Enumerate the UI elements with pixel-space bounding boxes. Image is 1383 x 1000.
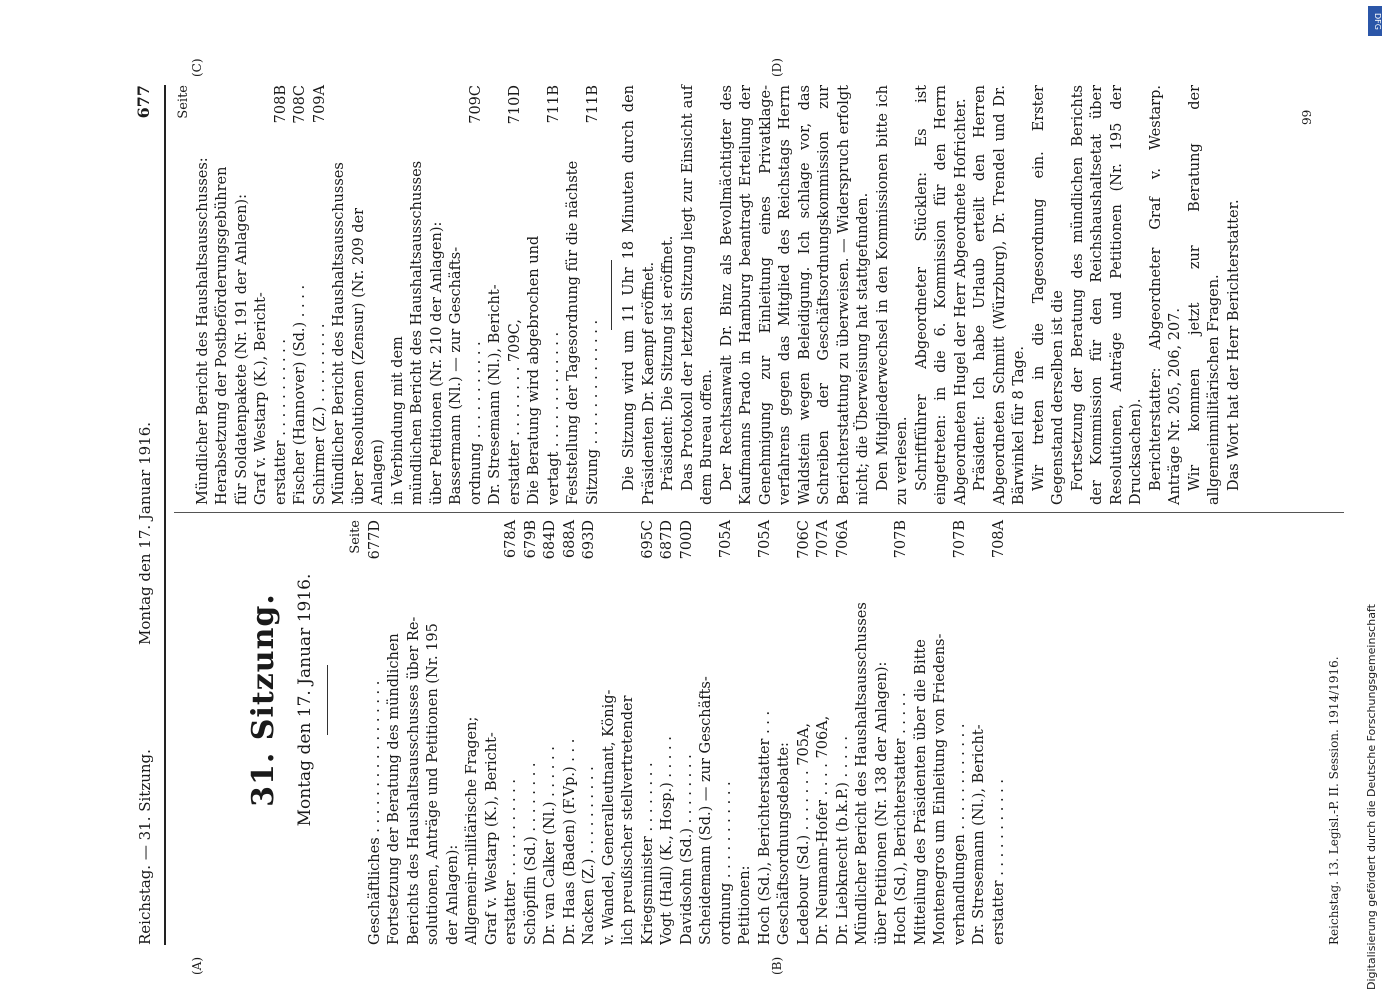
toc-entry-text: Hoch (Sd.), Berichterstatter . . . . . (893, 692, 909, 945)
toc-line (502, 520, 522, 945)
toc-entry-text: mündlichen Bericht des Haushaltsausschusses (409, 160, 425, 505)
toc-line (213, 85, 233, 505)
toc-line (486, 85, 506, 505)
toc-line (525, 85, 545, 505)
toc-line (990, 520, 1010, 945)
session-title: 31. Sitzung. (246, 593, 281, 807)
body-paragraph: Berichterstatter: Abgeordneter Graf v. Westarp. Anträge Nr. 205, 206, 207. (1147, 85, 1183, 505)
toc-entry-text: Hoch (Sd.), Berichterstatter . . . (756, 710, 773, 945)
toc-page-ref (736, 520, 756, 526)
toc-page-ref (853, 520, 873, 526)
toc-page-ref (444, 520, 464, 526)
header-rule (164, 85, 166, 945)
toc-line (447, 85, 467, 505)
toc-entry-text: Mitteilung des Präsidenten über die Bitte (912, 639, 929, 945)
archive-stamp: 99 (1300, 109, 1314, 125)
toc-entry-text: Dr. Stresemann (Nl.), Bericht- (487, 284, 503, 505)
toc-page-ref (330, 85, 350, 91)
toc-line (350, 85, 370, 505)
toc-entry-text: Die Beratung wird abgebrochen und (526, 235, 542, 505)
toc-entry-text: solutionen, Anträge und Petitionen (Nr. 195 (425, 623, 441, 945)
toc-line (311, 85, 331, 505)
dfg-logo: DFG (1368, 6, 1382, 36)
toc-page-ref: 706C (795, 520, 812, 559)
toc-line (541, 520, 561, 945)
toc-page-ref (873, 520, 893, 526)
toc-page-ref (970, 520, 990, 526)
body-paragraph: Fortsetzung der Beratung des mündlichen Berichts der Kommission für den Reichshaushaltsetat über Resolutionen, Anträge und Petitionen (Nr. 195 der Drucksachen). (1069, 85, 1144, 505)
toc-entry-text: erstatter . . . . . . . . 709C, (506, 319, 523, 505)
toc-page-ref (428, 85, 448, 91)
toc-page-ref: 695C (639, 520, 656, 559)
toc-entry-text: Vogt (Hall) (K., Hosp.) . . . . . (659, 736, 675, 945)
toc-page-ref (369, 85, 389, 91)
toc-line (619, 520, 639, 945)
toc-entry-text: Dr. Haas (Baden) (F.Vp.) . . . (561, 738, 578, 945)
toc-page-ref: 707B (951, 520, 968, 559)
page-number: 677 (134, 85, 153, 119)
toc-line (545, 85, 565, 505)
toc-entry-text: ordnung . . . . . . . . . . . (467, 341, 484, 505)
toc-line (931, 520, 951, 945)
toc-line (389, 85, 409, 505)
body-paragraph: Schriftführer Abgeordneter Stücklen: Es ist eingetreten: in die 6. Kommission für den Herrn Abgeordneten Hugel der Herr Abgeordnete Hofrichter. (913, 85, 969, 505)
toc-page-ref: 705A (717, 520, 734, 559)
toc-entry-text: Dr. Liebknecht (b.k.P.) . . . . . (834, 735, 851, 945)
body-paragraph: Das Protokoll der letzten Sitzung liegt zur Einsicht auf dem Bureau offen. (679, 85, 715, 505)
toc-entry-text: Mündlicher Bericht des Haushaltsausschusses (331, 162, 347, 505)
toc-line (272, 85, 292, 505)
body-paragraph: Das Wort hat der Herr Berichterstatter. (1225, 199, 1242, 491)
session-body-text (620, 85, 1244, 505)
right-column (174, 85, 1344, 505)
toc-entry-text: Sitzung . . . . . . . . . . . . . . (584, 319, 601, 505)
toc-line (951, 520, 971, 945)
toc-page-ref (697, 520, 717, 526)
toc-entry-text: in Verbindung mit dem (389, 336, 406, 505)
toc-page-ref: 679B (522, 520, 539, 559)
rotated-document-page (130, 58, 1350, 975)
toc-line (369, 85, 389, 505)
toc-line (428, 85, 448, 505)
toc-entry-text: Fortsetzung der Beratung des mündlichen (386, 633, 402, 945)
toc-page-ref: 700D (678, 520, 695, 560)
toc-line (444, 520, 464, 945)
toc-page-ref: 709C (467, 85, 484, 124)
toc-page-ref: 708B (272, 85, 289, 124)
toc-entry-text: Allgemein-militärische Fragen; (464, 716, 480, 945)
toc-page-ref: 707B (893, 520, 909, 559)
toc-line (580, 520, 600, 945)
toc-page-ref (233, 85, 253, 91)
seite-label-right: Seite (176, 85, 191, 119)
toc-line (639, 520, 659, 945)
toc-page-ref: 677D (366, 520, 383, 560)
toc-line (795, 520, 815, 945)
toc-line (424, 520, 444, 945)
toc-entry-text: Ledebour (Sd.) . . . . . . . 705A, (795, 723, 812, 945)
toc-page-ref (931, 520, 951, 526)
toc-line (584, 85, 604, 505)
toc-line (564, 85, 584, 505)
toc-page-ref: 709A (311, 85, 328, 124)
table-of-contents-left (366, 520, 1010, 945)
toc-line (463, 520, 483, 945)
toc-line (853, 520, 873, 945)
toc-line (912, 520, 932, 945)
toc-entry-text: erstatter . . . . . . . . . . . (272, 339, 289, 505)
margin-marker-c: (C) (190, 58, 204, 77)
toc-entry-text: Berichts des Haushaltsausschusses über Re- (405, 616, 422, 945)
section-rule (611, 260, 612, 330)
body-paragraph: Die Sitzung wird um 11 Uhr 18 Minuten durch den Präsidenten Dr. Kaempf eröffnet. (621, 85, 657, 505)
toc-page-ref (483, 520, 503, 526)
toc-line (756, 520, 776, 945)
toc-entry-text: Geschäftliches . . . . . . . . . . . . . . . . . (366, 680, 383, 945)
toc-entry-text: vertagt . . . . . . . . . . . . . (545, 331, 562, 505)
toc-line (467, 85, 487, 505)
toc-entry-text: Geschäftsordnungsdebatte: (776, 742, 792, 945)
toc-line (194, 85, 214, 505)
toc-page-ref: 688A (561, 520, 578, 559)
toc-entry-text: Dr. Stresemann (Nl.), Bericht- (971, 724, 987, 945)
toc-page-ref (525, 85, 545, 91)
toc-page-ref: 705A (756, 520, 773, 559)
body-paragraph: Der Rechtsanwalt Dr. Binz als Bevollmächtigter des Kaufmanns Prado in Hamburg beantragt Erteilung der Genehmigung zur Einleitung eines Privatklage-verfahrens gegen das Mitglied des Reichstags Herrn Waldstein wegen Beleidigung. Ich schlage vor, das Schreiben der Geschäftsordnungskommission zur Berichterstattung zu überweisen. — Widerspruch erfolgt nicht; die Überweisung hat stattgefunden. (718, 85, 871, 505)
toc-line (561, 520, 581, 945)
toc-entry-text: Mündlicher Bericht des Haushaltsausschusses: (194, 157, 211, 505)
toc-page-ref: 708C (292, 85, 308, 124)
toc-entry-text: erstatter . . . . . . . . . . . (990, 779, 1007, 945)
session-date: Montag den 17. Januar 1916. (294, 573, 315, 827)
toc-entry-text: über Resolutionen (Zensur) (Nr. 209 der (350, 207, 367, 505)
toc-entry-text: Petitionen: (737, 865, 753, 945)
toc-page-ref (486, 85, 506, 91)
toc-page-ref (389, 85, 409, 91)
seite-label: Seite (348, 520, 363, 554)
toc-page-ref (424, 520, 444, 526)
toc-page-ref (463, 520, 483, 526)
toc-line (522, 520, 542, 945)
table-of-contents-right (194, 85, 604, 505)
toc-page-ref (252, 85, 272, 91)
toc-line (233, 85, 253, 505)
title-rule (327, 665, 328, 735)
toc-line (970, 520, 990, 945)
toc-entry-text: Anlagen) (370, 439, 386, 505)
toc-entry-text: Fischer (Hannover) (Sd.) . . . . (292, 284, 308, 505)
toc-entry-text: Schöpflin (Sd.) . . . . . . . . (522, 762, 539, 945)
toc-line (697, 520, 717, 945)
toc-entry-text: Montenegros um Einleitung von Friedens- (932, 633, 948, 945)
toc-line (678, 520, 698, 945)
digitization-credit (1365, 0, 1383, 1000)
toc-entry-text: über Petitionen (Nr. 138 der Anlagen): (873, 661, 890, 945)
toc-line (892, 520, 912, 945)
toc-page-ref (350, 85, 370, 91)
toc-entry-text: für Soldatenpakete (Nr. 191 der Anlagen): (233, 194, 250, 505)
toc-entry-text: erstatter . . . . . . . . . . . (503, 779, 519, 945)
toc-entry-text: verhandlungen . . . . . . . . . . . . (951, 723, 968, 945)
toc-page-ref: 707A (815, 520, 831, 559)
toc-entry-text: Graf v. Westarp (K.), Bericht- (483, 732, 500, 945)
toc-line (873, 520, 893, 945)
toc-entry-text: der Anlagen): (444, 844, 461, 945)
body-paragraph: Wir treten in die Tagesordnung ein. Erster Gegenstand derselben ist die (1030, 85, 1066, 505)
toc-entry-text: Mündlicher Bericht des Haushaltsausschusses (854, 602, 870, 945)
toc-entry-text: Schirmer (Z.) . . . . . . . . . (311, 323, 328, 505)
toc-page-ref: 684D (542, 520, 558, 560)
toc-line (385, 520, 405, 945)
body-paragraph: Präsident: Die Sitzung ist eröffnet. (660, 235, 676, 491)
toc-line (366, 520, 386, 945)
toc-entry-text: lich preußischer stellvertretender (620, 695, 636, 945)
toc-line (291, 85, 311, 505)
toc-page-ref: 693D (581, 520, 597, 560)
toc-line (405, 520, 425, 945)
toc-entry-text: Dr. Neumann-Hofer . . . . 706A, (815, 715, 831, 945)
toc-line (717, 520, 737, 945)
toc-entry-text: Herabsetzung der Postbeförderungsgebühren (214, 166, 230, 505)
toc-line (330, 85, 350, 505)
toc-entry-text: v. Wandel, Generalleutnant, König- (600, 689, 617, 945)
toc-line (600, 520, 620, 945)
margin-marker-a: (A) (190, 956, 204, 975)
toc-page-ref (775, 520, 795, 526)
toc-entry-text: Nacken (Z.) . . . . . . . . . . (581, 766, 597, 945)
margin-marker-d: (D) (770, 58, 784, 77)
body-paragraph: Wir kommen jetzt zur Beratung der allgemeinmilitärischen Fragen. (1186, 85, 1222, 505)
body-paragraph: Präsident: Ich habe Urlaub erteilt den Herren Abgeordneten Schmitt (Würzburg), Dr. Trendel und Dr. Bärwinkel für 8 Tage. (972, 85, 1027, 505)
toc-page-ref: 711B (545, 85, 562, 124)
toc-page-ref (405, 520, 425, 526)
toc-page-ref (600, 520, 620, 526)
toc-entry-text: Scheidemann (Sd.) — zur Geschäfts- (698, 676, 714, 945)
toc-page-ref: 711B (584, 85, 601, 124)
toc-entry-text: Kriegsminister . . . . . . . . (639, 762, 656, 945)
toc-entry-text: über Petitionen (Nr. 210 der Anlagen): (428, 221, 445, 505)
toc-line (408, 85, 428, 505)
toc-line (252, 85, 272, 505)
toc-entry-text: Davidsohn (Sd.) . . . . . . . . (678, 754, 695, 945)
toc-line (834, 520, 854, 945)
toc-page-ref (447, 85, 467, 91)
toc-line (658, 520, 678, 945)
left-column (174, 455, 1344, 945)
toc-page-ref (619, 520, 639, 526)
toc-line (506, 85, 526, 505)
toc-entry-text: ordnung . . . . . . . . . . . (717, 781, 734, 945)
toc-entry-text: Bassermann (Nl.) — zur Geschäfts- (448, 246, 464, 505)
toc-line (736, 520, 756, 945)
toc-page-ref (408, 85, 428, 91)
toc-page-ref (194, 85, 214, 91)
toc-page-ref (912, 520, 932, 526)
digitization-credit-text: Digitalisierung gefördert durch die Deutsche Forschungsgemeinschaft (1365, 604, 1378, 990)
toc-page-ref: 708A (990, 520, 1007, 559)
page-footer: Reichstag. 13. Legisl.-P. II. Session. 1914/1916. (1326, 656, 1341, 945)
toc-page-ref: 710D (506, 85, 523, 125)
toc-entry-text: Feststellung der Tagesordnung für die nächste (565, 160, 581, 505)
toc-page-ref: 706A (834, 520, 851, 559)
toc-page-ref (213, 85, 233, 91)
toc-page-ref (385, 520, 405, 526)
toc-entry-text: Graf v. Westarp (K.), Bericht- (253, 292, 269, 505)
toc-line (483, 520, 503, 945)
header-date: Montag den 17. Januar 1916. (136, 421, 154, 645)
body-paragraph: Den Mitgliederwechsel in den Kommissionen bitte ich zu verlesen. (874, 85, 910, 505)
margin-marker-b: (B) (770, 956, 784, 975)
toc-line (775, 520, 795, 945)
running-header (130, 85, 160, 945)
header-left: Reichstag. — 31. Sitzung. (136, 749, 154, 945)
toc-page-ref: 678A (503, 520, 519, 559)
toc-page-ref (564, 85, 584, 91)
toc-entry-text: Dr. van Calker (Nl.) . . . . . . (542, 746, 558, 945)
toc-page-ref: 687D (659, 520, 675, 560)
toc-line (814, 520, 834, 945)
